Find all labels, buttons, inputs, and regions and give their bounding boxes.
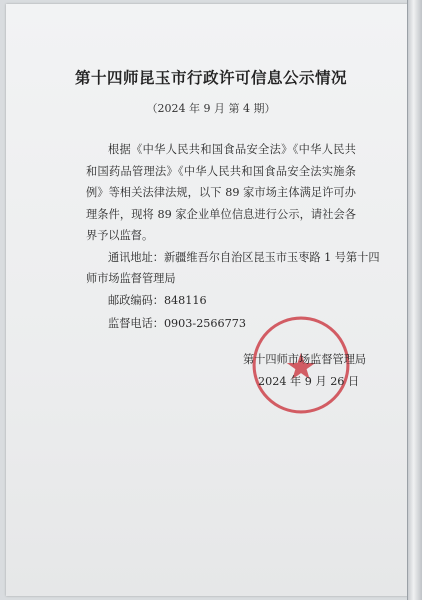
document-page: [6, 4, 410, 596]
issuer-name: 第十四师市场监督管理局: [243, 353, 367, 366]
issue-number: （2024 年 9 月 第 4 期）: [146, 102, 276, 115]
paper-stack-edge: [408, 0, 422, 600]
supervision-phone: 监督电话：0903-2566773: [108, 317, 247, 330]
address-line-1: 通讯地址：新疆维吾尔自治区昆玉市玉枣路 1 号第十四: [108, 251, 380, 264]
address-line-2: 师市场监督管理局: [86, 272, 176, 285]
body-paragraph: 根据《中华人民共和国食品安全法》《中华人民共和国药品管理法》《中华人民共和国食品安全法实施条例》等相关法律法规，以下 89 家市场主体满足许可办理条件，现将 89 家企业单位信息进行公示，请社会各界予以监督。: [86, 143, 356, 242]
issue-date: 2024 年 9 月 26 日: [258, 375, 360, 388]
postal-code: 邮政编码：848116: [108, 294, 207, 307]
document-title: 第十四师昆玉市行政许可信息公示情况: [74, 68, 347, 87]
